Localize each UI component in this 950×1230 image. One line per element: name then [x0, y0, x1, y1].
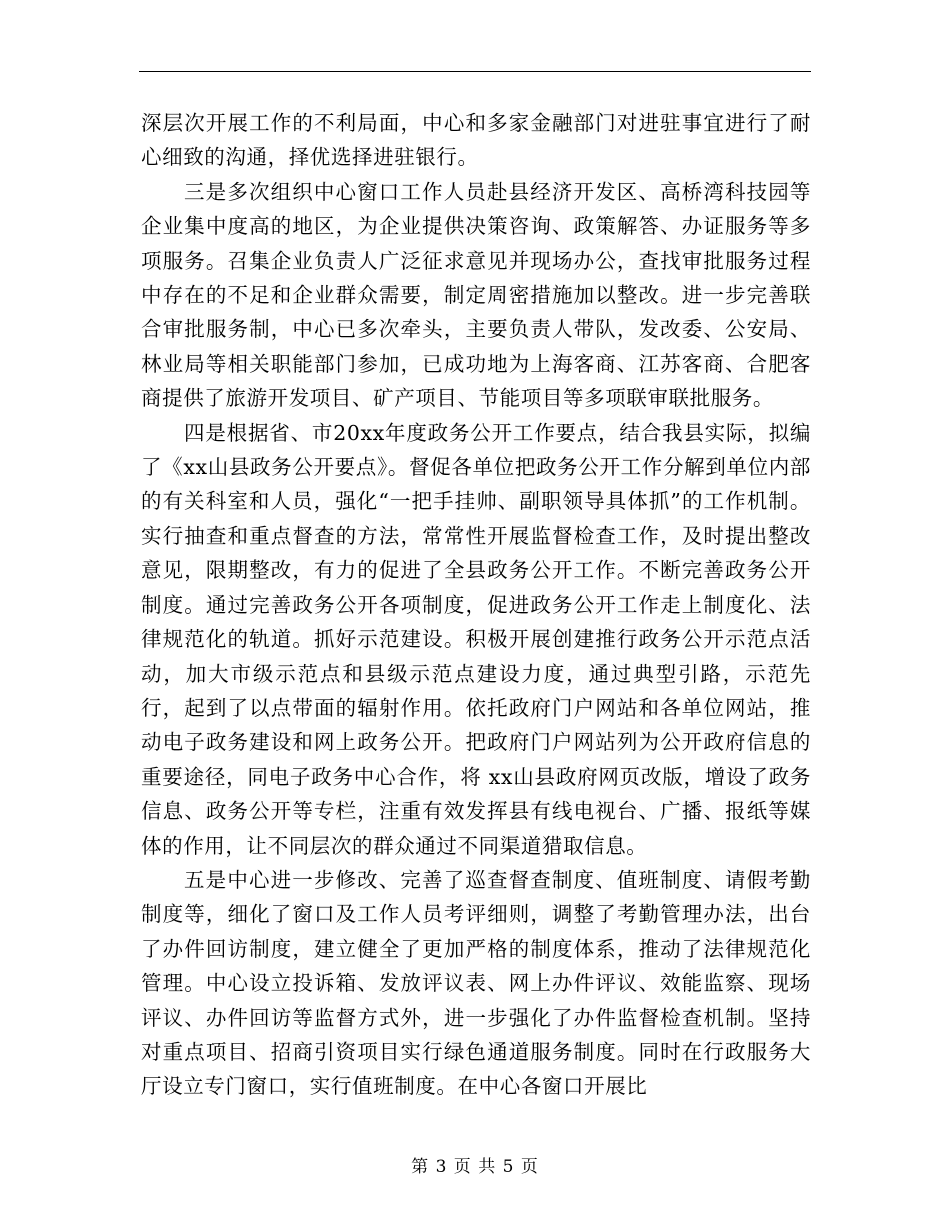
paragraph-4: 五是中心进一步修改、完善了巡查督查制度、值班制度、请假考勤制度等，细化了窗口及工作人员考评细则，调整了考勤管理办法，出台了办件回访制度，建立健全了更加严格的制度体系，推动了法律规范化管理。中心设立投诉箱、发放评议表、网上办件评议、效能监察、现场评议、办件回访等监督方式外，进一步强化了办件监督检查机制。坚持对重点项目、招商引资项目实行绿色通道服务制度。同时在行政服务大厅设立专门窗口，实行值班制度。在中心各窗口开展比 [141, 867, 811, 1099]
page-number: 第 3 页 共 5 页 [411, 1157, 539, 1177]
header-rule [139, 71, 811, 72]
document-body [141, 106, 811, 1104]
paragraph-2: 三是多次组织中心窗口工作人员赴县经济开发区、高桥湾科技园等企业集中度高的地区，为企业提供决策咨询、政策解答、办证服务等多项服务。召集企业负责人广泛征求意见并现场办公，查找审批服务过程中存在的不足和企业群众需要，制定周密措施加以整改。进一步完善联合审批服务制，中心已多次牵头，主要负责人带队，发改委、公安局、林业局等相关职能部门参加，已成功地为上海客商、江苏客商、合肥客商提供了旅游开发项目、矿产项目、节能项目等多项联审联批服务。 [141, 179, 811, 411]
paragraph-3: 四是根据省、市20xx年度政务公开工作要点，结合我县实际，拟编了《xx山县政务公开要点》。督促各单位把政务公开工作分解到单位内部的有关科室和人员，强化“一把手挂帅、副职领导具体抓”的工作机制。实行抽查和重点督查的方法，常常性开展监督检查工作，及时提出整改意见，限期整改，有力的促进了全县政务公开工作。不断完善政务公开制度。通过完善政务公开各项制度，促进政务公开工作走上制度化、法律规范化的轨道。抓好示范建设。积极开展创建推行政务公开示范点活动，加大市级示范点和县级示范点建设力度，通过典型引路，示范先行，起到了以点带面的辐射作用。依托政府门户网站和各单位网站，推动电子政务建设和网上政务公开。把政府门户网站列为公开政府信息的重要途径，同电子政务中心合作，将 xx山县政府网页改版，增设了政务信息、政务公开等专栏，注重有效发挥县有线电视台、广播、报纸等媒体的作用，让不同层次的群众通过不同渠道猎取信息。 [141, 420, 811, 858]
paragraph-1: 深层次开展工作的不利局面，中心和多家金融部门对进驻事宜进行了耐心细致的沟通，择优选择进驻银行。 [141, 111, 811, 170]
